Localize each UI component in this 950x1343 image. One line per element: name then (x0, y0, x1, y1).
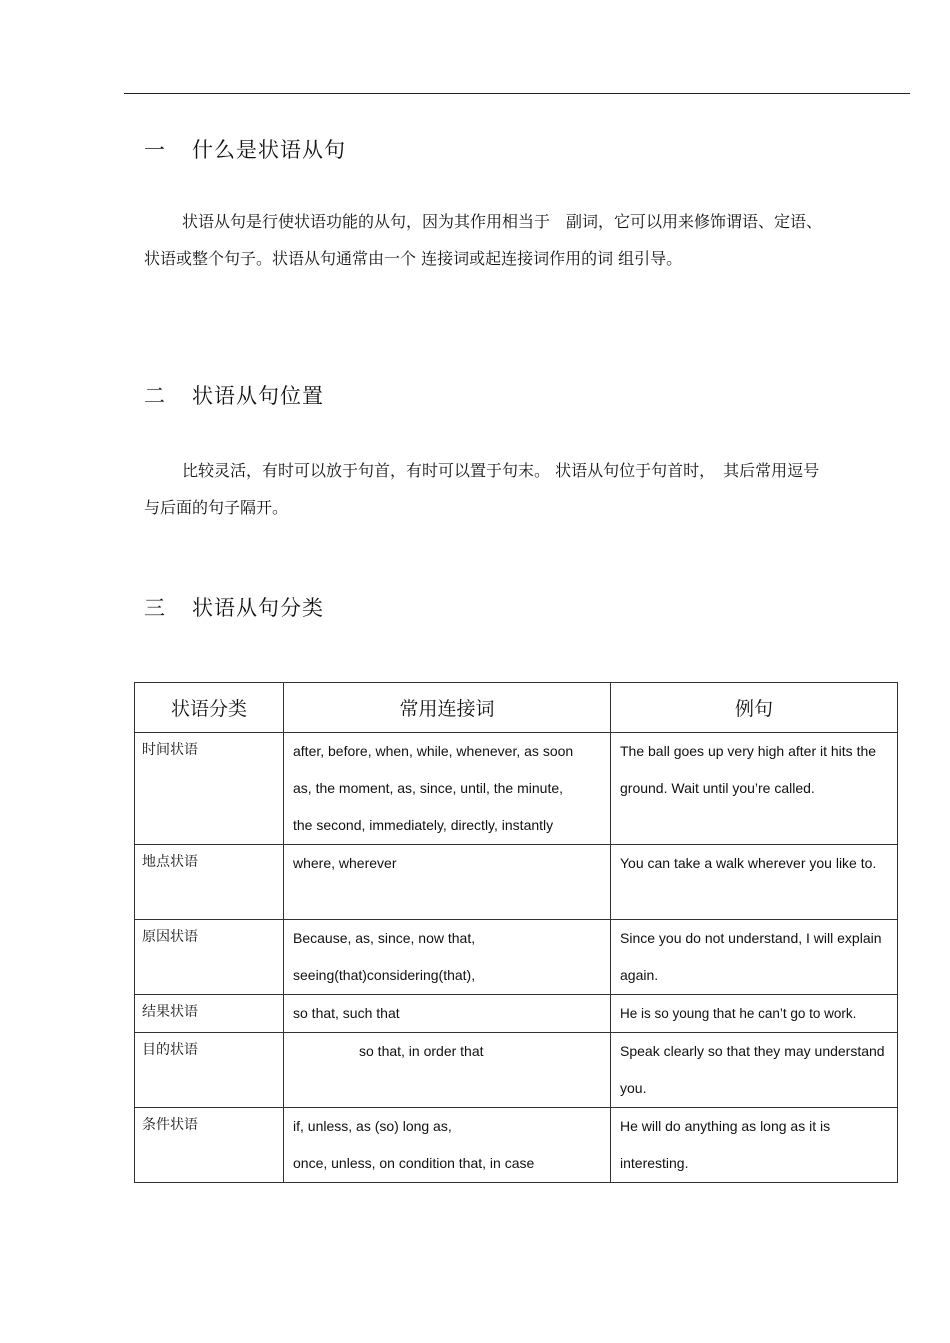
header-conjunctions: 常用连接词 (284, 683, 611, 733)
row-conjunctions (284, 845, 611, 920)
conj-line: seeing(that)considering(that), (293, 967, 476, 983)
section-paragraph-2 (144, 452, 824, 526)
row-conjunctions (284, 920, 611, 995)
row-category: 条件状语 (135, 1108, 284, 1183)
header-examples: 例句 (611, 683, 898, 733)
row-conjunctions (284, 733, 611, 845)
row-category: 原因状语 (135, 920, 284, 995)
conj-line: the second, immediately, directly, instantly (293, 817, 554, 833)
row-example: He will do anything as long as it is interesting. (611, 1108, 898, 1183)
conj-line: after, before, when, while, whenever, as soon (293, 743, 574, 759)
row-category: 目的状语 (135, 1033, 284, 1108)
paragraph-text: 比较灵活，有时可以放于句首，有时可以置于句末。 状语从句位于句首时， 其后常用逗号与后面的句子隔开。 (144, 461, 820, 517)
table-row (135, 733, 898, 845)
clause-classification-table (134, 682, 898, 1183)
table-row (135, 1033, 898, 1108)
section-title: 状语从句位置 (192, 384, 324, 408)
row-conjunctions (284, 1033, 611, 1108)
row-category: 时间状语 (135, 733, 284, 845)
conj-line: so that, in order that (359, 1043, 484, 1059)
header-rule (124, 93, 910, 94)
conj-line: so that, such that (293, 1005, 400, 1021)
conj-line: Because, as, since, now that, (293, 930, 476, 946)
paragraph-text: 状语从句是行使状语功能的从句，因为其作用相当于 副词，它可以用来修饰谓语、定语、状语或整个句子。状语从句通常由一个 连接词或起连接词作用的词 组引导。 (144, 212, 823, 268)
row-conjunctions (284, 995, 611, 1033)
section-number: 二 (144, 384, 166, 408)
section-title: 状语从句分类 (192, 596, 324, 620)
header-category: 状语分类 (135, 683, 284, 733)
conj-line: as, the moment, as, since, until, the minute, (293, 780, 564, 796)
row-example: Since you do not understand, I will explain again. (611, 920, 898, 995)
table-header-row (135, 683, 898, 733)
row-example: You can take a walk wherever you like to. (611, 845, 898, 920)
row-category: 地点状语 (135, 845, 284, 920)
table-row (135, 1108, 898, 1183)
row-example: Speak clearly so that they may understand you. (611, 1033, 898, 1108)
section-heading-3 (144, 592, 324, 622)
table-row (135, 995, 898, 1033)
conj-line: once, unless, on condition that, in case (293, 1155, 535, 1171)
conj-line: if, unless, as (so) long as, (293, 1118, 452, 1134)
conj-line: where, wherever (293, 855, 397, 871)
row-example: He is so young that he can’t go to work. (611, 995, 898, 1033)
row-example: The ball goes up very high after it hits the ground. Wait until you’re called. (611, 733, 898, 845)
table-row (135, 920, 898, 995)
section-number: 三 (144, 596, 166, 620)
section-number: 一 (144, 138, 166, 162)
section-paragraph-1 (144, 203, 824, 277)
table-row (135, 845, 898, 920)
row-conjunctions (284, 1108, 611, 1183)
row-category: 结果状语 (135, 995, 284, 1033)
section-title: 什么是状语从句 (192, 138, 346, 162)
section-heading-1 (144, 134, 346, 164)
section-heading-2 (144, 380, 324, 410)
